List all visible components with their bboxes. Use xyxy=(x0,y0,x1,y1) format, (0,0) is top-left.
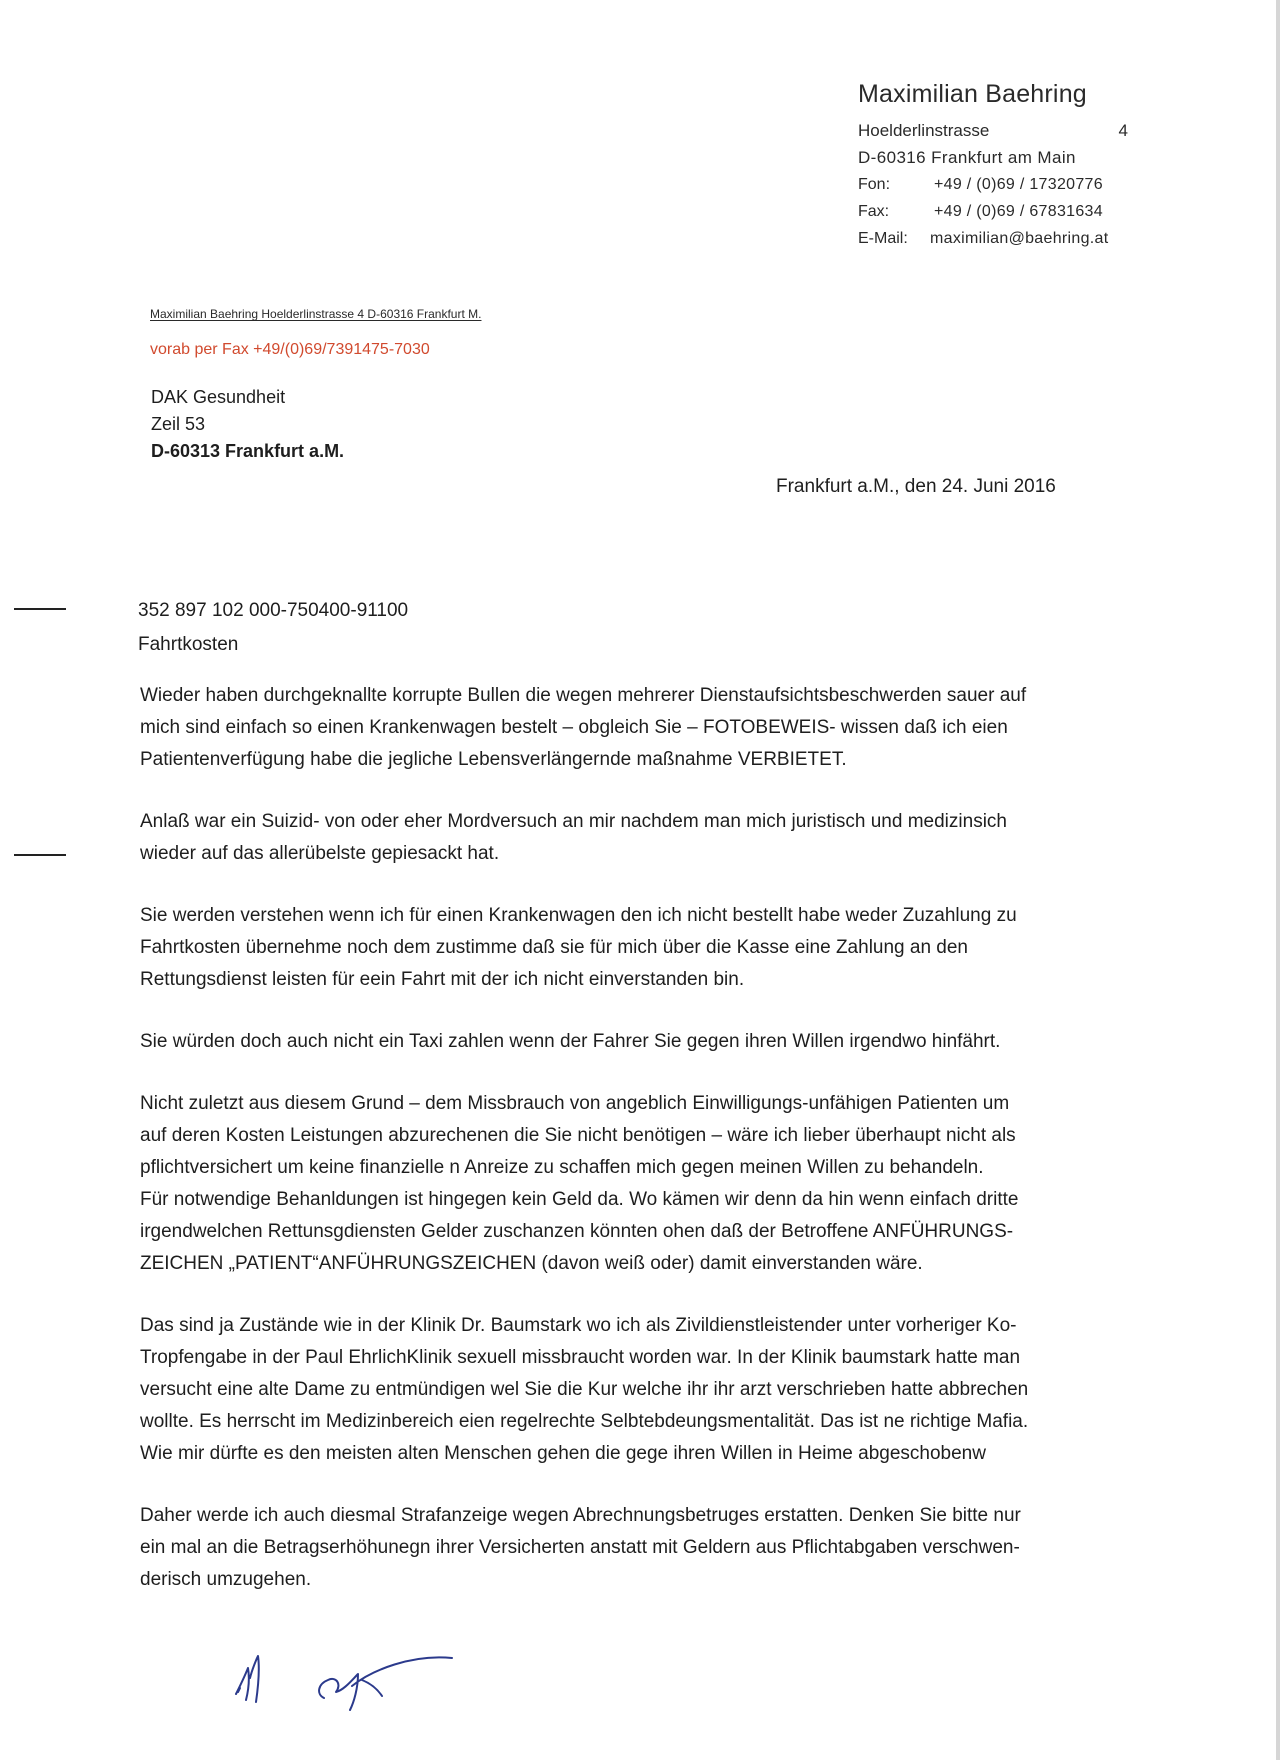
body-line: ZEICHEN „PATIENT“ANFÜHRUNGSZEICHEN (davon weiß oder) damit einverstanden wäre. xyxy=(140,1253,923,1274)
fax-label: Fax: xyxy=(858,203,890,220)
letter-body xyxy=(140,680,1140,1626)
paragraph-5 xyxy=(140,1088,1140,1280)
fold-mark-middle xyxy=(14,854,66,856)
fon-value: +49 / (0)69 / 17320776 xyxy=(934,176,1103,193)
sender-fax-line xyxy=(858,198,1158,225)
paragraph-1 xyxy=(140,680,1140,776)
paragraph-2 xyxy=(140,806,1140,870)
recipient-name: DAK Gesundheit xyxy=(151,387,286,407)
fax-value: +49 / (0)69 / 67831634 xyxy=(934,203,1103,220)
body-line: irgendwelchen Rettunsgdiensten Gelder zuschanzen könnten ohen daß der Betroffene ANFÜHRUNGS- xyxy=(140,1221,1014,1242)
body-line: Nicht zuletzt aus diesem Grund – dem Missbrauch von angeblich Einwilligungs-unfähigen Patienten um xyxy=(140,1093,1010,1114)
recipient-city: D-60313 Frankfurt a.M. xyxy=(151,441,345,461)
fon-label: Fon: xyxy=(858,176,891,193)
body-line: Wieder haben durchgeknallte korrupte Bullen die wegen mehrerer Dienstaufsichtsbeschwerden sauer auf xyxy=(140,685,1027,706)
reference-number: 352 897 102 000-750400-91100 xyxy=(138,600,409,621)
email-label: E-Mail: xyxy=(858,230,908,247)
body-line: mich sind einfach so einen Krankenwagen bestelt – obgleich Sie – FOTOBEWEIS- wissen daß ich eien xyxy=(140,717,1008,738)
letter-date: Frankfurt a.M., den 24. Juni 2016 xyxy=(776,476,1056,497)
body-line: Daher werde ich auch diesmal Strafanzeige wegen Abrechnungsbetruges erstatten. Denken Sie bitte nur xyxy=(140,1505,1021,1526)
body-line: versucht eine alte Dame zu entmündigen wel Sie die Kur welche ihr ihr arzt verschrieben hatte abbrechen xyxy=(140,1379,1029,1400)
body-line: Das sind ja Zustände wie in der Klinik Dr. Baumstark wo ich als Zivildienstleistender unter vorheriger Ko- xyxy=(140,1315,1017,1336)
scan-edge xyxy=(1276,0,1280,1760)
reference-block xyxy=(138,594,408,662)
email-value: maximilian@baehring.at xyxy=(930,230,1109,247)
body-line: wieder auf das allerübelste gepiesackt hat. xyxy=(140,843,500,864)
handwritten-signature xyxy=(232,1640,492,1720)
body-line: wollte. Es herrscht im Medizinbereich eien regelrechte Selbtebdeungsmentalität. Das ist ne richtige Mafia. xyxy=(140,1411,1029,1432)
sender-fon-line xyxy=(858,171,1158,198)
return-address: Maximilian Baehring Hoelderlinstrasse 4 D-60316 Frankfurt M. xyxy=(150,307,482,321)
paragraph-7 xyxy=(140,1500,1140,1596)
body-line: Patientenverfügung habe die jegliche Lebensverlängernde maßnahme VERBIETET. xyxy=(140,749,847,770)
body-line: ein mal an die Betragserhöhunegn ihrer Versicherten anstatt mit Geldern aus Pflichtabgaben verschwen- xyxy=(140,1537,1020,1558)
paragraph-3 xyxy=(140,900,1140,996)
sender-name: Maximilian Baehring xyxy=(858,80,1087,108)
body-line: Sie werden verstehen wenn ich für einen Krankenwagen den ich nicht bestellt habe weder Zuzahlung zu xyxy=(140,905,1017,926)
body-line: Für notwendige Behanldungen ist hingegen kein Geld da. Wo kämen wir denn da hin wenn einfach dritte xyxy=(140,1189,1019,1210)
body-line: Fahrtkosten übernehme noch dem zustimme daß sie für mich über die Kasse eine Zahlung an den xyxy=(140,937,969,958)
sender-email-line xyxy=(858,225,1158,252)
body-line: Tropfengabe in der Paul EhrlichKlinik sexuell missbraucht worden war. In der Klinik baumstark hatte man xyxy=(140,1347,1021,1368)
reference-subject: Fahrtkosten xyxy=(138,634,239,655)
body-line: Rettungsdienst leisten für eein Fahrt mit der ich nicht einverstanden bin. xyxy=(140,969,745,990)
body-line: Anlaß war ein Suizid- von oder eher Mordversuch an mir nachdem man mich juristisch und medizinsich xyxy=(140,811,1007,832)
fax-note: vorab per Fax +49/(0)69/7391475-7030 xyxy=(150,341,430,358)
sender-street-line xyxy=(858,117,1128,144)
paragraph-6 xyxy=(140,1310,1140,1470)
recipient-block xyxy=(151,384,344,465)
sender-block xyxy=(858,80,1158,252)
body-line: Wie mir dürfte es den meisten alten Menschen gehen die gege ihren Willen in Heime abgeschobenw xyxy=(140,1443,986,1464)
sender-city: D-60316 Frankfurt am Main xyxy=(858,148,1076,167)
sender-house-number: 4 xyxy=(1118,121,1128,140)
sender-street: Hoelderlinstrasse xyxy=(858,121,990,140)
body-line: derisch umzugehen. xyxy=(140,1569,312,1590)
body-line: Sie würden doch auch nicht ein Taxi zahlen wenn der Fahrer Sie gegen ihren Willen irgendwo hinfährt. xyxy=(140,1031,1001,1052)
paragraph-4 xyxy=(140,1026,1140,1058)
fold-mark-top xyxy=(14,608,66,610)
body-line: auf deren Kosten Leistungen abzurechenen die Sie nicht benötigen – wäre ich lieber überhaupt nicht als xyxy=(140,1125,1016,1146)
recipient-street: Zeil 53 xyxy=(151,414,206,434)
body-line: pflichtversichert um keine finanzielle n Anreize zu schaffen mich gegen meinen Willen zu behandeln. xyxy=(140,1157,984,1178)
